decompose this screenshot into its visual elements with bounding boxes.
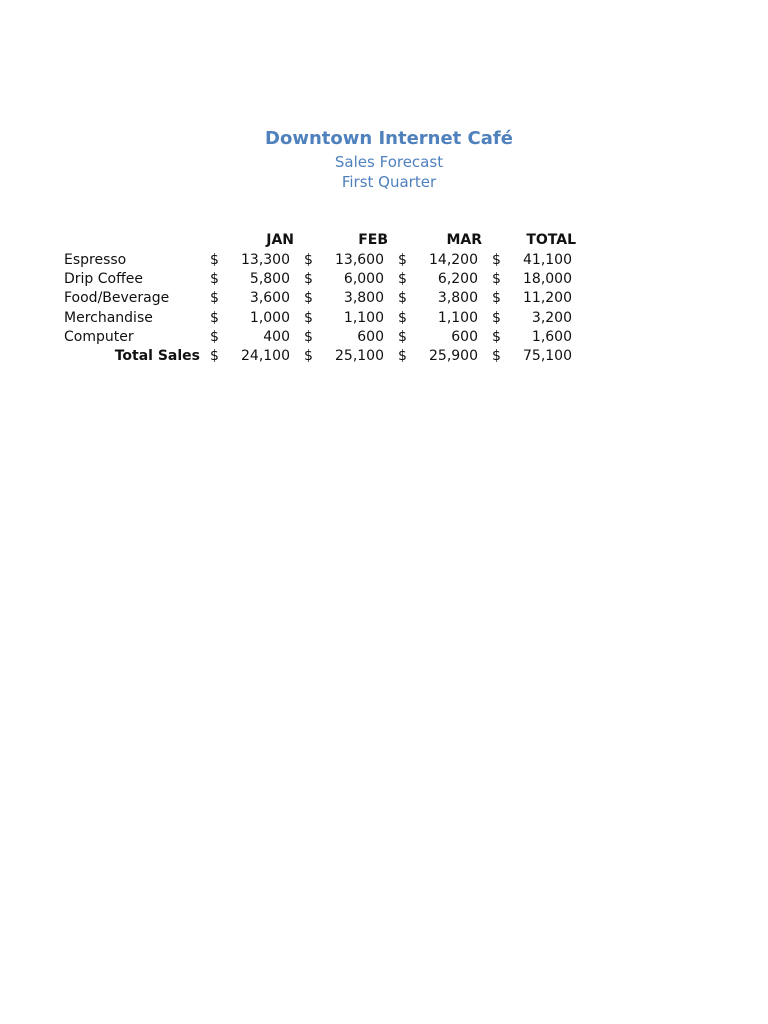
currency-symbol: $ <box>210 271 219 287</box>
currency-symbol: $ <box>492 271 501 287</box>
currency-symbol: $ <box>304 252 313 268</box>
total-row <box>0 347 768 366</box>
currency-symbol: $ <box>398 290 407 306</box>
row-label: Computer <box>64 329 134 345</box>
row-label: Merchandise <box>64 310 153 326</box>
currency-symbol: $ <box>304 348 313 364</box>
row-label: Food/Beverage <box>64 290 170 306</box>
total-jan: 24,100 <box>241 348 290 364</box>
currency-symbol: $ <box>398 252 407 268</box>
currency-symbol: $ <box>304 329 313 345</box>
currency-symbol: $ <box>492 348 501 364</box>
currency-symbol: $ <box>210 290 219 306</box>
currency-symbol: $ <box>398 348 407 364</box>
value-total: 18,000 <box>523 271 572 287</box>
row-label: Espresso <box>64 252 127 268</box>
value-mar: 14,200 <box>429 252 478 268</box>
value-total: 11,200 <box>523 290 572 306</box>
currency-symbol: $ <box>398 271 407 287</box>
value-feb: 1,100 <box>343 310 384 326</box>
currency-symbol: $ <box>304 290 313 306</box>
value-total: 41,100 <box>523 252 572 268</box>
row-label: Drip Coffee <box>64 271 143 287</box>
value-jan: 1,000 <box>249 310 290 326</box>
table-row <box>0 289 768 308</box>
value-jan: 400 <box>263 329 290 345</box>
page-title: Downtown Internet Café <box>265 128 513 149</box>
currency-symbol: $ <box>210 310 219 326</box>
currency-symbol: $ <box>210 329 219 345</box>
value-total: 3,200 <box>531 310 572 326</box>
currency-symbol: $ <box>492 310 501 326</box>
currency-symbol: $ <box>210 252 219 268</box>
currency-symbol: $ <box>492 252 501 268</box>
currency-symbol: $ <box>492 329 501 345</box>
total-label: Total Sales <box>114 348 200 364</box>
currency-symbol: $ <box>398 329 407 345</box>
page-subtitle: Sales Forecast <box>334 153 444 171</box>
total-grand: 75,100 <box>523 348 572 364</box>
value-feb: 3,800 <box>343 290 384 306</box>
table-row <box>0 328 768 347</box>
value-mar: 1,100 <box>437 310 478 326</box>
value-jan: 13,300 <box>241 252 290 268</box>
table-row <box>0 270 768 289</box>
total-mar: 25,900 <box>429 348 478 364</box>
value-jan: 3,600 <box>249 290 290 306</box>
value-feb: 600 <box>357 329 384 345</box>
value-mar: 3,800 <box>437 290 478 306</box>
column-header-mar: MAR <box>446 232 482 248</box>
table-header-row <box>0 231 768 250</box>
value-feb: 13,600 <box>335 252 384 268</box>
currency-symbol: $ <box>492 290 501 306</box>
currency-symbol: $ <box>304 310 313 326</box>
currency-symbol: $ <box>210 348 219 364</box>
column-header-jan: JAN <box>266 232 294 248</box>
column-header-feb: FEB <box>358 232 388 248</box>
value-feb: 6,000 <box>343 271 384 287</box>
value-mar: 600 <box>451 329 478 345</box>
currency-symbol: $ <box>304 271 313 287</box>
total-feb: 25,100 <box>335 348 384 364</box>
value-jan: 5,800 <box>249 271 290 287</box>
period-label: First Quarter <box>341 173 437 191</box>
value-mar: 6,200 <box>437 271 478 287</box>
column-header-total: TOTAL <box>526 232 576 248</box>
value-total: 1,600 <box>531 329 572 345</box>
table-row <box>0 251 768 270</box>
currency-symbol: $ <box>398 310 407 326</box>
table-row <box>0 309 768 328</box>
